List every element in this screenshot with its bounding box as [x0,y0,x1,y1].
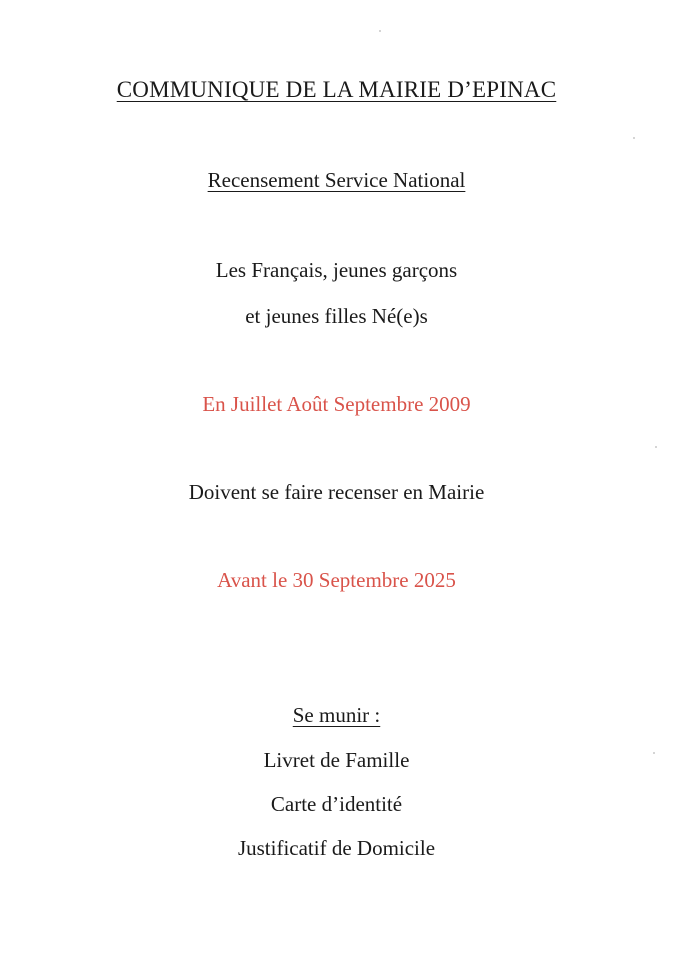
deadline-line: Avant le 30 Septembre 2025 [217,568,456,592]
scan-speck [379,30,381,32]
notice-subtitle-text: Recensement Service National [207,168,466,192]
document-item: Carte d’identité [270,792,403,816]
instruction-line: Doivent se faire recenser en Mairie [188,480,485,504]
scan-speck [655,446,657,448]
notice-title [0,78,673,101]
documents-heading-text: Se munir : [292,703,381,727]
scan-speck [653,752,655,754]
documents-heading [0,705,673,726]
intro-line-1: Les Français, jeunes garçons [215,258,458,282]
intro-line-2: et jeunes filles Né(e)s [245,304,428,328]
notice-title-text: COMMUNIQUE DE LA MAIRIE D’EPINAC [116,77,557,102]
notice-subtitle [0,170,673,191]
birth-period: En Juillet Août Septembre 2009 [202,392,471,416]
document-item: Justificatif de Domicile [237,836,436,860]
document-item: Livret de Famille [263,748,410,772]
scan-speck [633,137,635,139]
